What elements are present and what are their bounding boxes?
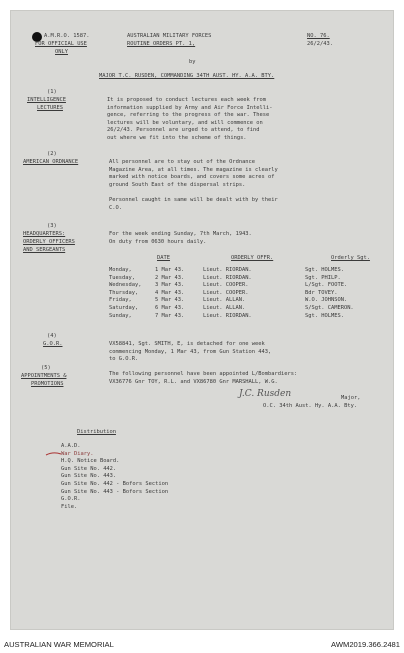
section2-body xyxy=(109,159,278,189)
roster-date: 1 Mar 43. xyxy=(155,267,185,273)
distribution-item: A.A.D. xyxy=(61,443,81,449)
section1-heading-2: LECTURES xyxy=(37,105,63,111)
roster-officer: Lieut. RIORDAN. xyxy=(203,274,252,281)
roster-sgt: Sgt. HOLMES. xyxy=(305,312,344,319)
distribution-list xyxy=(61,443,168,511)
section2-number: (2) xyxy=(47,151,57,157)
roster-row xyxy=(109,267,356,275)
section4-line: VX58841, Sgt. SMITH, E, is detached for one week xyxy=(109,341,265,347)
order-number: NO. 76. xyxy=(307,33,330,39)
section3-heading-2: ORDERLY OFFICERS xyxy=(23,239,75,245)
section1-line: gence, referring to the progress of the war. These xyxy=(107,112,270,119)
section4-number: (4) xyxy=(47,333,57,339)
roster-sgt: Bdr TOVEY. xyxy=(305,289,338,296)
ref-left: A.M.R.O. 1587. xyxy=(44,33,90,39)
section4-line: commencing Monday, 1 Mar 43, from Gun Station 443, xyxy=(109,348,272,355)
roster-day: Thursday, xyxy=(109,289,139,296)
section2-line: Magazine Area, at all times. The magazine is clearly xyxy=(109,166,278,173)
distribution-item: Gun Site No. 442. xyxy=(61,465,117,472)
roster-officer: Lieut. RIORDAN. xyxy=(203,312,252,319)
signature-rank: Major, xyxy=(341,395,361,401)
section3-heading: HEADQUARTERS: xyxy=(23,231,66,237)
distribution-title: Distribution xyxy=(77,429,116,435)
roster-day: Friday, xyxy=(109,297,132,304)
section2-line: C.O. xyxy=(109,204,122,211)
signature-unit: O.C. 34th Aust. Hy. A.A. Bty. xyxy=(263,403,358,409)
roster-sgt: W.O. JOHNSON. xyxy=(305,297,348,304)
archive-footer xyxy=(0,635,404,653)
roster-col-date: DATE xyxy=(157,255,170,261)
roster-sgt: L/Sgt. FOOTE. xyxy=(305,282,348,289)
red-tick-mark xyxy=(45,451,63,457)
distribution-item: G.O.R. xyxy=(61,496,81,503)
section1-body xyxy=(107,97,273,143)
distribution-item: Gun Site No. 443. xyxy=(61,473,117,480)
section2-body-2 xyxy=(109,197,278,212)
distribution-item: Gun Site No. 442 - Bofors Section xyxy=(61,480,169,487)
distribution-item: Gun Site No. 443 - Bofors Section xyxy=(61,488,169,495)
section3-number: (3) xyxy=(47,223,57,229)
roster-day: Wednesday, xyxy=(109,282,142,289)
section1-number: (1) xyxy=(47,89,57,95)
section2-line: marked with notice boards, and covers some acres of xyxy=(109,174,275,181)
distribution-item: File. xyxy=(61,503,78,510)
roster-date: 4 Mar 43. xyxy=(155,289,185,296)
roster-col-officer: ORDERLY OFFR. xyxy=(231,255,274,261)
roster-officer: Lieut. ALLAN. xyxy=(203,297,246,304)
section5-number: (5) xyxy=(41,365,51,371)
section5-line: The following personnel have been appointed L/Bombardiers: xyxy=(109,371,298,377)
forces-title: AUSTRALIAN MILITARY FORCES xyxy=(127,33,212,39)
section5-line: VX36776 Gnr TOY, R.L. and VX86780 Gnr MARSHALL, W.G. xyxy=(109,378,278,385)
document-page xyxy=(10,10,394,630)
section1-heading: INTELLIGENCE xyxy=(27,97,66,103)
section3-intro-2: On duty from 0630 hours daily. xyxy=(109,239,207,245)
section3-heading-3: AND SERGEANTS xyxy=(23,247,66,253)
section3-intro: For the week ending Sunday, 7th March, 1943. xyxy=(109,231,252,237)
roster-date: 6 Mar 43. xyxy=(155,304,185,311)
handwritten-signature: J.C. Rusden xyxy=(239,389,292,399)
section5-heading-2: PROMOTIONS xyxy=(31,381,64,387)
section1-line: information supplied by Army and Air Force Intelli- xyxy=(107,104,273,111)
roster-date: 7 Mar 43. xyxy=(155,312,185,319)
roster-day: Sunday, xyxy=(109,312,132,319)
roster-officer: Lieut. ALLAN. xyxy=(203,304,246,311)
distribution-item: H.Q. Notice Board. xyxy=(61,458,120,465)
roster-row xyxy=(109,297,356,305)
section2-line: All personnel are to stay out of the Ordnance xyxy=(109,159,256,165)
section2-line: ground South East of the dispersal strips. xyxy=(109,181,246,188)
section1-line: lectures will be voluntary, and will commence on xyxy=(107,119,263,126)
roster-row xyxy=(109,275,356,283)
footer-institution: AUSTRALIAN WAR MEMORIAL xyxy=(4,640,114,649)
roster-row xyxy=(109,282,356,290)
section1-line: It is proposed to conduct lectures each week from xyxy=(107,97,267,103)
order-date: 26/2/43. xyxy=(307,41,333,47)
section4-heading: G.O.R. xyxy=(43,341,63,347)
roster-officer: Lieut. COOPER. xyxy=(203,289,249,296)
by-label: by xyxy=(189,59,196,65)
roster-officer: Lieut. COOPER. xyxy=(203,282,249,289)
section4-line: to G.O.R. xyxy=(109,356,139,363)
roster-table xyxy=(109,267,356,320)
roster-grid xyxy=(109,267,356,320)
roster-day: Monday, xyxy=(109,267,132,273)
roster-day: Tuesday, xyxy=(109,274,135,281)
footer-accession: AWM2019.366.2481 xyxy=(331,640,400,649)
roster-col-sgt: Orderly Sgt. xyxy=(331,255,370,261)
section5-heading: APPOINTMENTS & xyxy=(21,373,67,379)
section2-heading: AMERICAN ORDNANCE xyxy=(23,159,79,165)
roster-day: Saturday, xyxy=(109,304,139,311)
roster-officer: Lieut. RIORDAN. xyxy=(203,267,252,273)
commander-line: MAJOR T.C. RUSDEN, COMMANDING 34TH AUST. HY. A.A. BTY. xyxy=(99,73,275,79)
official-use-label: FOR OFFICIAL USE xyxy=(35,41,87,47)
roster-date: 2 Mar 43. xyxy=(155,274,185,281)
section4-body xyxy=(109,341,271,364)
roster-row xyxy=(109,305,356,313)
section1-line: out where we fit into the scheme of things. xyxy=(107,134,247,141)
section1-line: 26/2/43. Personnel are urged to attend, to find xyxy=(107,127,260,134)
routine-orders-title: ROUTINE ORDERS PT. 1, xyxy=(127,41,196,47)
distribution-item: War Diary. xyxy=(61,450,94,457)
section2-line: Personnel caught in same will be dealt with by their xyxy=(109,197,278,203)
section5-body xyxy=(109,371,297,386)
roster-sgt: S/Sgt. CAMERON. xyxy=(305,304,354,311)
roster-row xyxy=(109,290,356,298)
roster-sgt: Sgt. PHILP. xyxy=(305,274,341,281)
roster-row xyxy=(109,313,356,321)
only-label: ONLY xyxy=(55,49,68,55)
roster-sgt: Sgt. HOLMES. xyxy=(305,267,344,273)
roster-date: 5 Mar 43. xyxy=(155,297,185,304)
roster-date: 3 Mar 43. xyxy=(155,282,185,289)
